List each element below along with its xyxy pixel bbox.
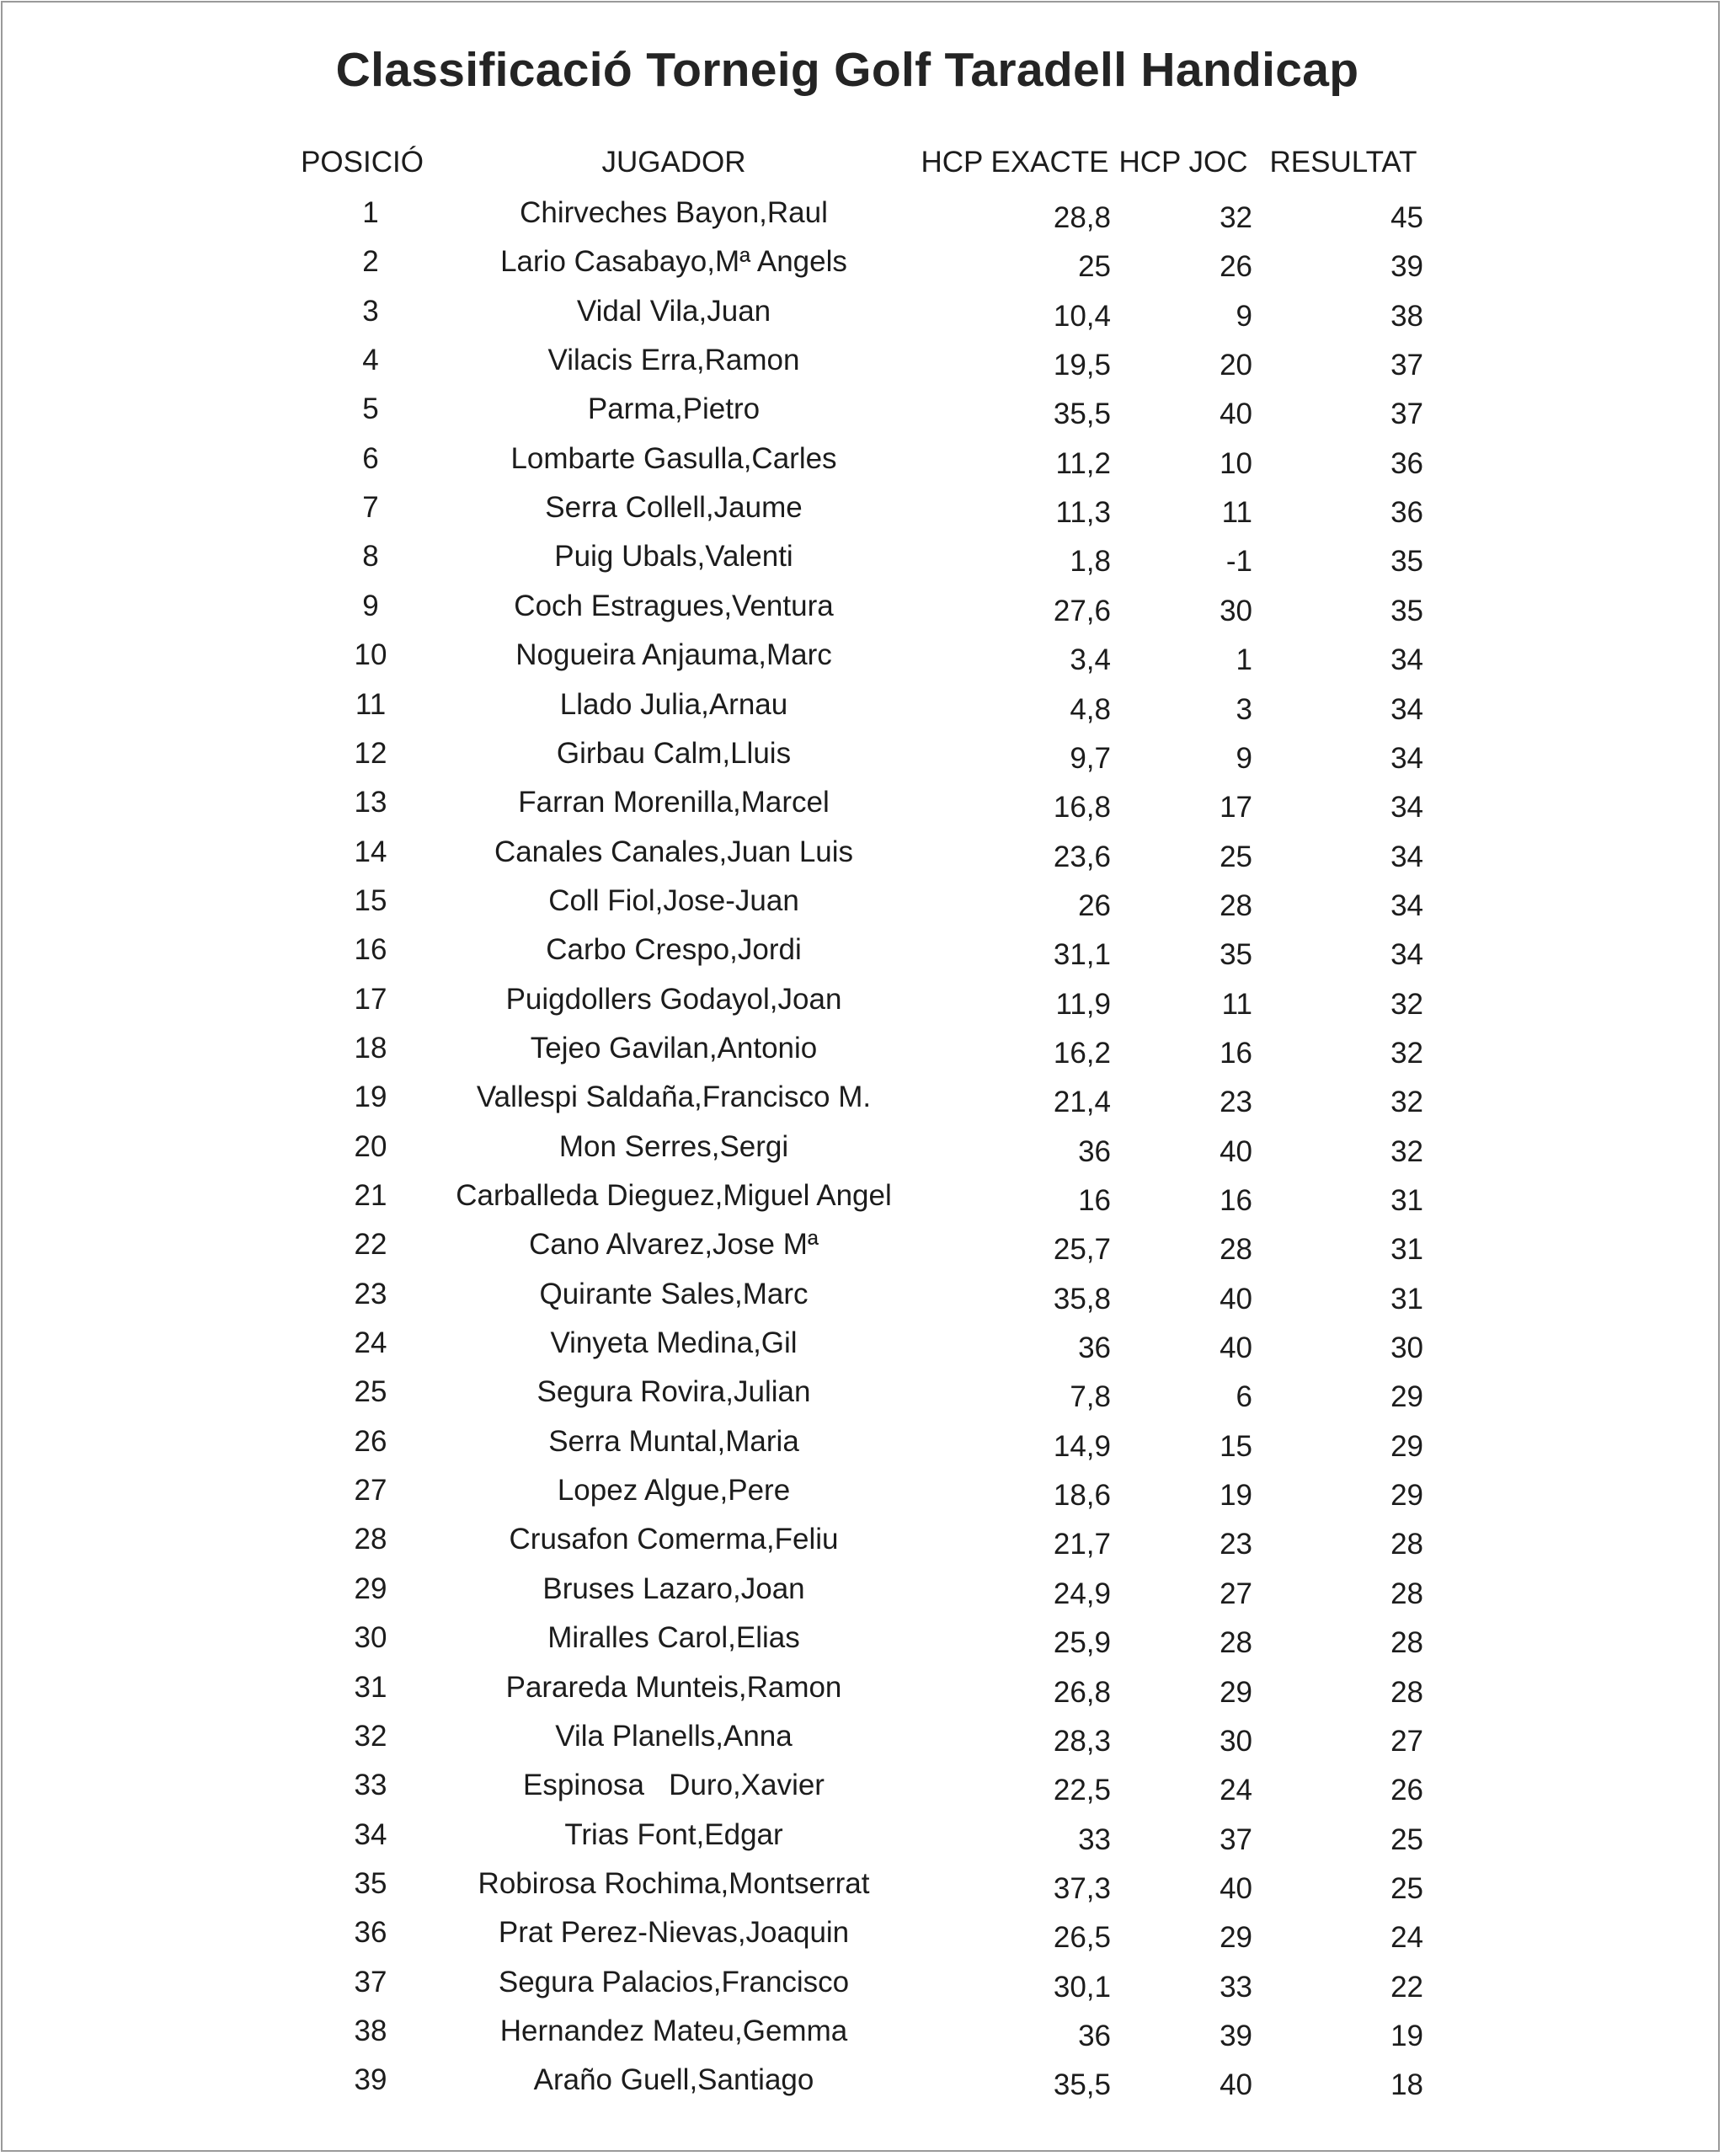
row-result: 25: [1390, 1871, 1423, 1905]
row-result: 34: [1390, 643, 1423, 677]
row-result: 34: [1390, 938, 1423, 972]
row-player-name: Girbau Calm,Lluis: [556, 736, 792, 770]
row-hcp-game: 40: [1220, 1134, 1252, 1168]
row-hcp-exact: 25: [1078, 250, 1111, 284]
row-hcp-game: 28: [1220, 889, 1252, 922]
row-result: 18: [1390, 2068, 1423, 2102]
row-result: 27: [1390, 1724, 1423, 1758]
row-player-name: Tejeo Gavilan,Antonio: [530, 1031, 818, 1065]
row-hcp-exact: 28,8: [1053, 201, 1111, 234]
row-hcp-game: 30: [1220, 1724, 1252, 1758]
row-result: 37: [1390, 398, 1423, 431]
row-result: 28: [1390, 1675, 1423, 1709]
row-position: 27: [354, 1474, 387, 1508]
row-position: 29: [354, 1572, 387, 1605]
row-hcp-game: 25: [1220, 840, 1252, 873]
row-position: 34: [354, 1817, 387, 1851]
row-result: 32: [1390, 1086, 1423, 1119]
row-result: 35: [1390, 594, 1423, 627]
row-player-name: Farran Morenilla,Marcel: [518, 786, 830, 819]
row-position: 37: [354, 1965, 387, 1999]
row-player-name: Serra Muntal,Maria: [548, 1424, 799, 1458]
row-hcp-game: 9: [1236, 741, 1252, 775]
row-player-name: Segura Rovira,Julian: [536, 1375, 811, 1409]
row-result: 35: [1390, 545, 1423, 579]
row-result: 19: [1390, 2019, 1423, 2052]
row-result: 22: [1390, 1970, 1423, 2004]
row-hcp-exact: 14,9: [1053, 1429, 1111, 1463]
row-result: 25: [1390, 1822, 1423, 1856]
row-player-name: Lombarte Gasulla,Carles: [510, 441, 837, 475]
row-result: 34: [1390, 692, 1423, 726]
column-header-result: RESULTAT: [1269, 146, 1417, 179]
row-player-name: Llado Julia,Arnau: [559, 687, 788, 721]
row-player-name: Serra Collell,Jaume: [545, 491, 803, 525]
row-hcp-exact: 26,8: [1053, 1675, 1111, 1709]
row-hcp-game: 23: [1220, 1528, 1252, 1561]
row-hcp-exact: 4,8: [1070, 692, 1111, 726]
row-result: 28: [1390, 1577, 1423, 1610]
row-hcp-game: 30: [1220, 594, 1252, 627]
row-player-name: Vidal Vila,Juan: [576, 294, 771, 328]
row-player-name: Puigdollers Godayol,Joan: [505, 982, 842, 1016]
row-hcp-game: 24: [1220, 1774, 1252, 1807]
row-player-name: Vila Planells,Anna: [555, 1719, 793, 1753]
row-position: 7: [362, 491, 379, 525]
row-result: 31: [1390, 1233, 1423, 1267]
row-hcp-exact: 16: [1078, 1184, 1111, 1217]
row-player-name: Coch Estragues,Ventura: [514, 589, 834, 622]
row-position: 14: [354, 835, 387, 868]
row-hcp-game: 3: [1236, 692, 1252, 726]
row-hcp-exact: 7,8: [1070, 1380, 1111, 1414]
row-hcp-game: 16: [1220, 1036, 1252, 1070]
row-position: 3: [362, 294, 379, 328]
row-hcp-exact: 35,5: [1053, 2068, 1111, 2102]
row-hcp-game: 40: [1220, 2068, 1252, 2102]
row-hcp-game: -1: [1225, 545, 1252, 579]
row-result: 45: [1390, 201, 1423, 234]
row-hcp-exact: 1,8: [1070, 545, 1111, 579]
row-position: 36: [354, 1916, 387, 1950]
row-hcp-exact: 11,2: [1055, 446, 1111, 480]
row-position: 9: [362, 589, 379, 622]
row-hcp-exact: 37,3: [1053, 1871, 1111, 1905]
row-result: 34: [1390, 741, 1423, 775]
row-position: 31: [354, 1670, 387, 1704]
row-position: 17: [354, 982, 387, 1016]
row-player-name: Prat Perez-Nievas,Joaquin: [498, 1916, 850, 1950]
row-hcp-game: 17: [1220, 791, 1252, 825]
row-hcp-game: 40: [1220, 398, 1252, 431]
row-position: 39: [354, 2063, 387, 2097]
column-header-player: JUGADOR: [601, 146, 746, 179]
row-hcp-game: 16: [1220, 1184, 1252, 1217]
row-hcp-game: 15: [1220, 1429, 1252, 1463]
row-hcp-game: 23: [1220, 1086, 1252, 1119]
row-player-name: Lario Casabayo,Mª Angels: [500, 245, 847, 279]
row-player-name: Cano Alvarez,Jose Mª: [529, 1228, 819, 1262]
row-result: 30: [1390, 1331, 1423, 1365]
row-player-name: Vinyeta Medina,Gil: [550, 1326, 798, 1360]
row-result: 32: [1390, 987, 1423, 1021]
row-player-name: Parma,Pietro: [587, 392, 761, 426]
row-hcp-game: 1: [1236, 643, 1252, 677]
row-hcp-exact: 31,1: [1053, 938, 1111, 972]
row-hcp-game: 37: [1220, 1822, 1252, 1856]
row-result: 36: [1390, 446, 1423, 480]
row-result: 24: [1390, 1921, 1423, 1955]
row-result: 32: [1390, 1134, 1423, 1168]
row-hcp-exact: 19,5: [1053, 349, 1111, 382]
row-hcp-game: 19: [1220, 1479, 1252, 1513]
row-hcp-game: 6: [1236, 1380, 1252, 1414]
row-player-name: Puig Ubals,Valenti: [554, 540, 793, 574]
row-position: 13: [354, 786, 387, 819]
row-hcp-exact: 26: [1078, 889, 1111, 922]
row-result: 34: [1390, 791, 1423, 825]
row-hcp-game: 40: [1220, 1282, 1252, 1315]
row-hcp-exact: 28,3: [1053, 1724, 1111, 1758]
row-result: 29: [1390, 1429, 1423, 1463]
column-header-hcp-exact: HCP EXACTE: [921, 146, 1109, 179]
row-result: 39: [1390, 250, 1423, 284]
row-player-name: Vallespi Saldaña,Francisco M.: [476, 1081, 872, 1114]
row-position: 10: [354, 638, 387, 672]
row-player-name: Carbo Crespo,Jordi: [546, 933, 802, 967]
row-player-name: Miralles Carol,Elias: [547, 1621, 800, 1655]
row-hcp-exact: 21,4: [1053, 1086, 1111, 1119]
row-result: 28: [1390, 1626, 1423, 1660]
row-result: 31: [1390, 1282, 1423, 1315]
row-hcp-exact: 36: [1078, 2019, 1111, 2052]
row-hcp-game: 29: [1220, 1675, 1252, 1709]
row-position: 19: [354, 1081, 387, 1114]
row-position: 22: [354, 1228, 387, 1262]
row-hcp-exact: 16,8: [1053, 791, 1111, 825]
row-position: 2: [362, 245, 379, 279]
row-position: 1: [362, 196, 379, 229]
row-position: 8: [362, 540, 379, 574]
row-player-name: Quirante Sales,Marc: [539, 1277, 809, 1310]
row-hcp-game: 40: [1220, 1331, 1252, 1365]
row-player-name: Crusafon Comerma,Feliu: [509, 1523, 839, 1556]
row-position: 33: [354, 1769, 387, 1802]
row-position: 30: [354, 1621, 387, 1655]
row-result: 32: [1390, 1036, 1423, 1070]
row-hcp-game: 29: [1220, 1921, 1252, 1955]
row-player-name: Robirosa Rochima,Montserrat: [478, 1866, 870, 1900]
row-player-name: Hernandez Mateu,Gemma: [499, 2014, 848, 2047]
row-hcp-exact: 36: [1078, 1134, 1111, 1168]
row-hcp-exact: 35,5: [1053, 398, 1111, 431]
row-result: 37: [1390, 349, 1423, 382]
row-hcp-game: 33: [1220, 1970, 1252, 2004]
row-player-name: Lopez Algue,Pere: [557, 1474, 791, 1508]
row-hcp-game: 32: [1220, 201, 1252, 234]
row-hcp-exact: 21,7: [1053, 1528, 1111, 1561]
row-player-name: Mon Serres,Sergi: [558, 1129, 789, 1163]
row-player-name: Carballeda Dieguez,Miguel Angel: [456, 1179, 892, 1212]
row-hcp-game: 27: [1220, 1577, 1252, 1610]
row-hcp-exact: 3,4: [1070, 643, 1111, 677]
row-position: 4: [362, 344, 379, 377]
row-hcp-game: 9: [1236, 299, 1252, 333]
row-player-name: Parareda Munteis,Ramon: [505, 1670, 842, 1704]
row-result: 29: [1390, 1380, 1423, 1414]
row-position: 12: [354, 736, 387, 770]
row-result: 34: [1390, 840, 1423, 873]
row-hcp-exact: 24,9: [1053, 1577, 1111, 1610]
row-player-name: Canales Canales,Juan Luis: [494, 835, 854, 868]
row-hcp-exact: 18,6: [1053, 1479, 1111, 1513]
row-player-name: Segura Palacios,Francisco: [498, 1965, 850, 1999]
row-result: 34: [1390, 889, 1423, 922]
row-player-name: Chirveches Bayon,Raul: [520, 196, 828, 229]
row-position: 35: [354, 1866, 387, 1900]
row-position: 23: [354, 1277, 387, 1310]
row-result: 38: [1390, 299, 1423, 333]
row-position: 16: [354, 933, 387, 967]
row-result: 28: [1390, 1528, 1423, 1561]
row-hcp-exact: 9,7: [1070, 741, 1111, 775]
row-position: 32: [354, 1719, 387, 1753]
row-position: 15: [354, 883, 387, 917]
row-hcp-exact: 22,5: [1053, 1774, 1111, 1807]
row-player-name: Araño Guell,Santiago: [533, 2063, 814, 2097]
row-hcp-game: 20: [1220, 349, 1252, 382]
row-hcp-game: 35: [1220, 938, 1252, 972]
row-hcp-exact: 25,7: [1053, 1233, 1111, 1267]
row-hcp-exact: 23,6: [1053, 840, 1111, 873]
row-hcp-exact: 26,5: [1053, 1921, 1111, 1955]
row-hcp-exact: 11,3: [1055, 496, 1111, 530]
row-position: 38: [354, 2014, 387, 2047]
row-hcp-exact: 36: [1078, 1331, 1111, 1365]
row-position: 28: [354, 1523, 387, 1556]
row-player-name: Nogueira Anjauma,Marc: [515, 638, 832, 672]
row-player-name: Vilacis Erra,Ramon: [547, 344, 800, 377]
row-result: 26: [1390, 1774, 1423, 1807]
row-position: 5: [362, 392, 379, 426]
row-hcp-game: 10: [1220, 446, 1252, 480]
row-position: 20: [354, 1129, 387, 1163]
row-player-name: Trias Font,Edgar: [564, 1817, 783, 1851]
row-result: 36: [1390, 496, 1423, 530]
row-position: 18: [354, 1031, 387, 1065]
row-hcp-exact: 30,1: [1053, 1970, 1111, 2004]
column-header-position: POSICIÓ: [301, 146, 424, 179]
row-hcp-exact: 33: [1078, 1822, 1111, 1856]
row-hcp-game: 11: [1221, 987, 1252, 1021]
row-position: 24: [354, 1326, 387, 1360]
row-result: 31: [1390, 1184, 1423, 1217]
page-title: Classificació Torneig Golf Taradell Handicap: [335, 43, 1359, 97]
row-hcp-game: 28: [1220, 1233, 1252, 1267]
row-player-name: Coll Fiol,Jose-Juan: [548, 883, 799, 917]
row-position: 6: [362, 441, 379, 475]
row-hcp-exact: 10,4: [1053, 299, 1111, 333]
row-hcp-exact: 27,6: [1053, 594, 1111, 627]
row-position: 21: [354, 1179, 387, 1212]
row-hcp-exact: 35,8: [1053, 1282, 1111, 1315]
row-result: 29: [1390, 1479, 1423, 1513]
row-hcp-game: 28: [1220, 1626, 1252, 1660]
row-position: 26: [354, 1424, 387, 1458]
row-player-name: Bruses Lazaro,Joan: [542, 1572, 805, 1605]
row-position: 11: [355, 687, 387, 721]
row-hcp-game: 39: [1220, 2019, 1252, 2052]
row-position: 25: [354, 1375, 387, 1409]
column-header-hcp-game: HCP JOC: [1118, 146, 1248, 179]
row-hcp-game: 40: [1220, 1871, 1252, 1905]
row-hcp-game: 11: [1221, 496, 1252, 530]
row-player-name: Espinosa Duro,Xavier: [523, 1769, 825, 1802]
row-hcp-exact: 16,2: [1053, 1036, 1111, 1070]
row-hcp-exact: 11,9: [1055, 987, 1111, 1021]
row-hcp-game: 26: [1220, 250, 1252, 284]
row-hcp-exact: 25,9: [1053, 1626, 1111, 1660]
